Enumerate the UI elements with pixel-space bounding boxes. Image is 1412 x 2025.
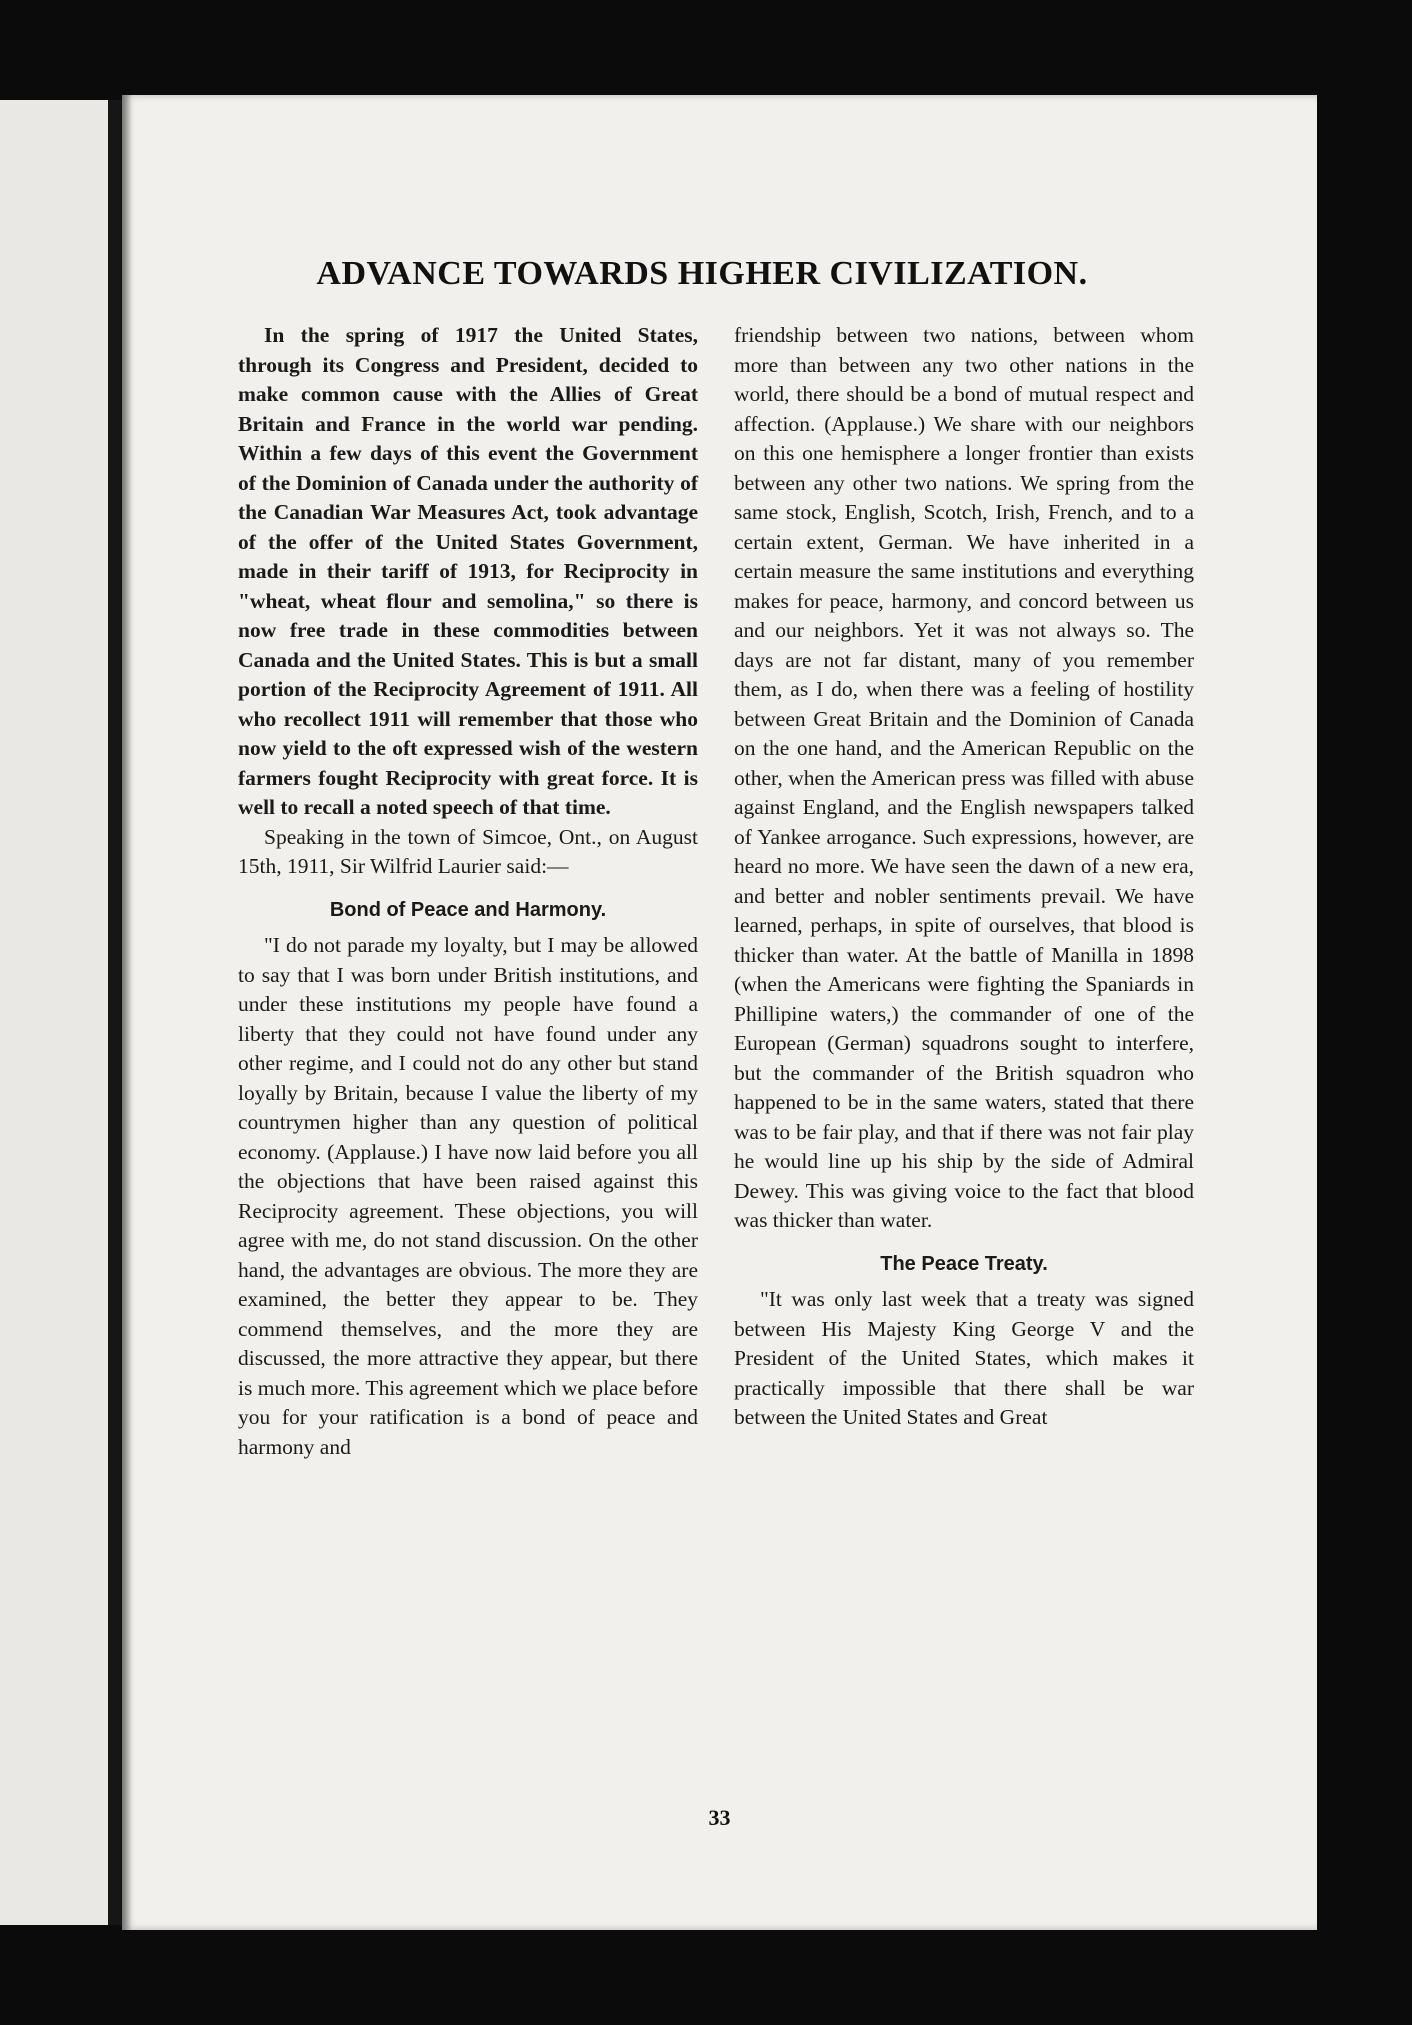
page-number: 33 bbox=[708, 1805, 731, 1830]
speech-paragraph-2: "It was only last week that a treaty was signed between His Majesty King George V and the President of the United States, which makes it practically impossible that there shall be war between the United States and Great bbox=[734, 1287, 1194, 1429]
page-gutter bbox=[108, 100, 122, 1925]
right-column bbox=[734, 321, 1194, 1433]
facing-page-edge bbox=[0, 100, 108, 1925]
speech-paragraph-continued: friendship between two nations, between whom more than between any two other nations in the world, there should be a bond of mutual respect and affection. (Applause.) We share with our neighbors on this one hemisphere a longer frontier than exists between any other two nations. We spring from the same stock, English, Scotch, Irish, French, and to a certain extent, German. We have inherited in a certain measure the same institutions and everything makes for peace, harmony, and concord between us and our neighbors. Yet it was not always so. The days are not far distant, many of you remember them, as I do, when there was a feeling of hostility between Great Britain and the Dominion of Canada on the one hand, and the American Republic on the other, when the American press was filled with abuse against England, and the English newspapers talked of Yankee arrogance. Such expressions, however, are heard no more. We have seen the dawn of a new era, and better and nobler sentiments prevail. We have learned, perhaps, in spite of ourselves, that blood is thicker than water. At the battle of Manilla in 1898 (when the Americans were fighting the Spaniards in Phillipine waters,) the commander of one of the European (German) squadrons sought to interfere, but the commander of the British squadron who happened to be in the same waters, stated that there was to be fair play, and that if there was not fair play he would line up his ship by the side of Admiral Dewey. This was giving voice to the fact that blood was thicker than water. bbox=[734, 323, 1194, 1232]
left-column bbox=[238, 321, 698, 1462]
intro-paragraph: In the spring of 1917 the United States, through its Congress and President, decided to make common cause with the Allies of Great Britain and France in the world war pending. Within a few days of this event the Government of the Dominion of Canada under the authority of the Canadian War Measures Act, took advantage of the offer of the United States Government, made in their tariff of 1913, for Reciprocity in "wheat, wheat flour and semolina," so there is now free trade in these commodities between Canada and the United States. This is but a small portion of the Reciprocity Agreement of 1911. All who recollect 1911 will remember that those who now yield to the oft expressed wish of the western farmers fought Reciprocity with great force. It is well to recall a noted speech of that time. bbox=[238, 323, 698, 819]
article-title: ADVANCE TOWARDS HIGHER CIVILIZATION. bbox=[316, 255, 1088, 292]
speech-intro-paragraph: Speaking in the town of Simcoe, Ont., on August 15th, 1911, Sir Wilfrid Laurier said:— bbox=[238, 824, 698, 878]
speech-paragraph-1: "I do not parade my loyalty, but I may be allowed to say that I was born under British institutions, and under these institutions my people have found a liberty that they could not have found under any other regime, and I could not do any other but stand loyally by Britain, because I value the liberty of my countrymen higher than any question of political economy. (Applause.) I have now laid before you all the objections that have been raised against this Reciprocity agreement. These objections, you will agree with me, do not stand discussion. On the other hand, the advantages are obvious. The more they are examined, the better they appear to be. They commend themselves, and the more they are discussed, the more attractive they appear, but there is much more. This agreement which we place before you for your ratification is a bond of peace and harmony and bbox=[238, 933, 698, 1459]
subhead-peace-treaty: The Peace Treaty. bbox=[880, 1252, 1048, 1275]
page bbox=[122, 95, 1317, 1930]
subhead-bond-of-peace: Bond of Peace and Harmony. bbox=[329, 898, 607, 921]
page-shadow bbox=[122, 95, 132, 1930]
